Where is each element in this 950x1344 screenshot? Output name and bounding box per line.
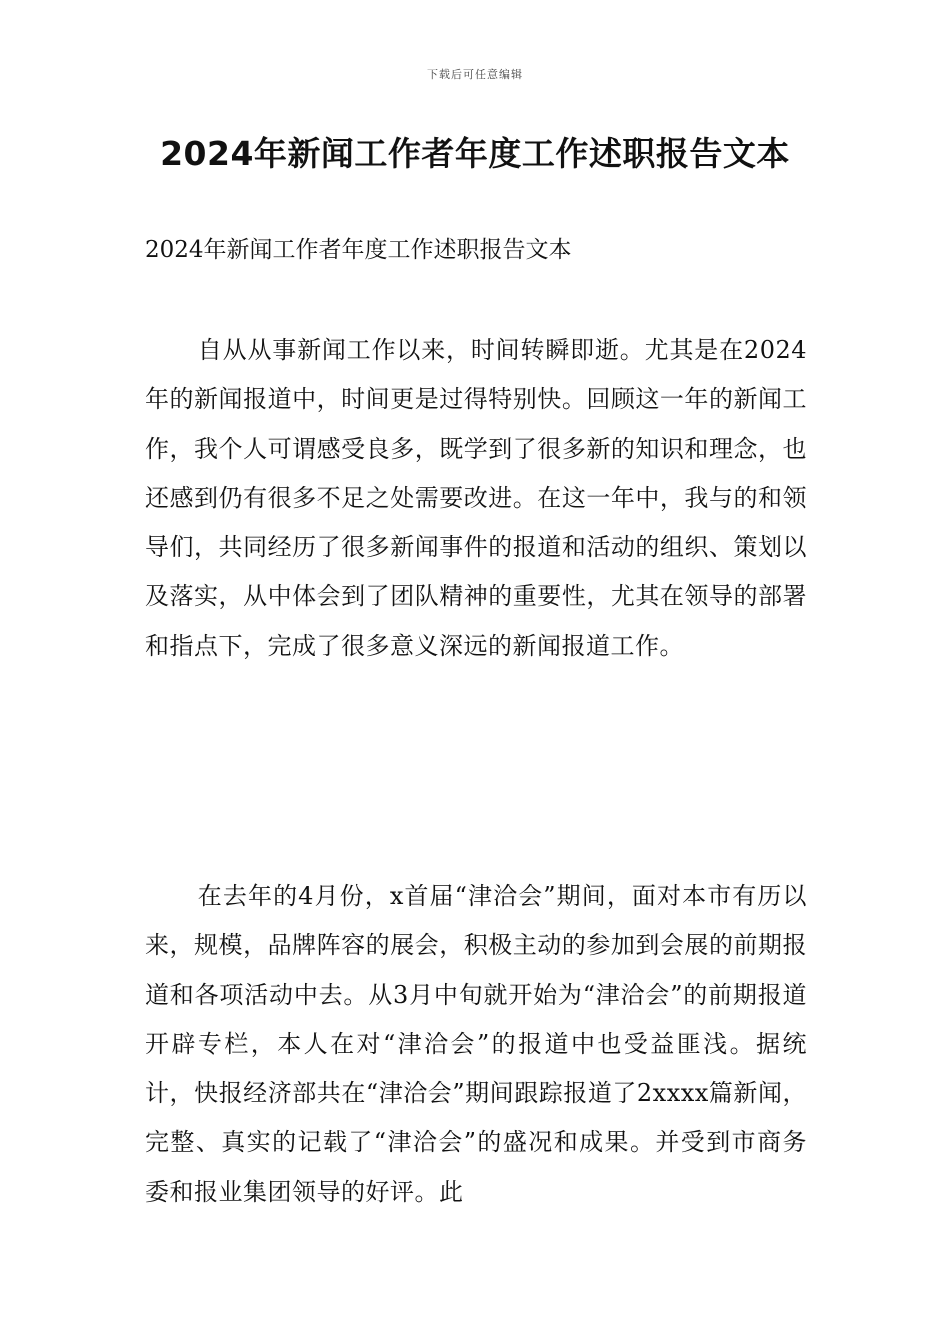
document-title: 2024年新闻工作者年度工作述职报告文本 xyxy=(160,134,790,173)
paragraph-1: 自从从事新闻工作以来，时间转瞬即逝。尤其是在2024年的新闻报道中，时间更是过得特别快。回顾这一年的新闻工作，我个人可谓感受良多，既学到了很多新的知识和理念，也还感到仍有很多不足之处需要改进。在这一年中，我与的和领导们，共同经历了很多新闻事件的报道和活动的组织、策划以及落实，从中体会到了团队精神的重要性，尤其在领导的部署和指点下，完成了很多意义深远的新闻报道工作。 xyxy=(145,336,807,660)
page-header-note: 下载后可任意编辑 xyxy=(427,68,523,81)
paragraph-2: 在去年的4月份，x首届“津洽会”期间，面对本市有历以来，规模，品牌阵容的展会，积极主动的参加到会展的前期报道和各项活动中去。从3月中旬就开始为“津洽会”的前期报道开辟专栏，本人在对“津洽会”的报道中也受益匪浅。据统计，快报经济部共在“津洽会”期间跟踪报道了2xxxx篇新闻，完整、真实的记载了“津洽会”的盛况和成果。并受到市商务委和报业集团领导的好评。此 xyxy=(145,882,807,1206)
document-subtitle: 2024年新闻工作者年度工作述职报告文本 xyxy=(145,237,572,263)
